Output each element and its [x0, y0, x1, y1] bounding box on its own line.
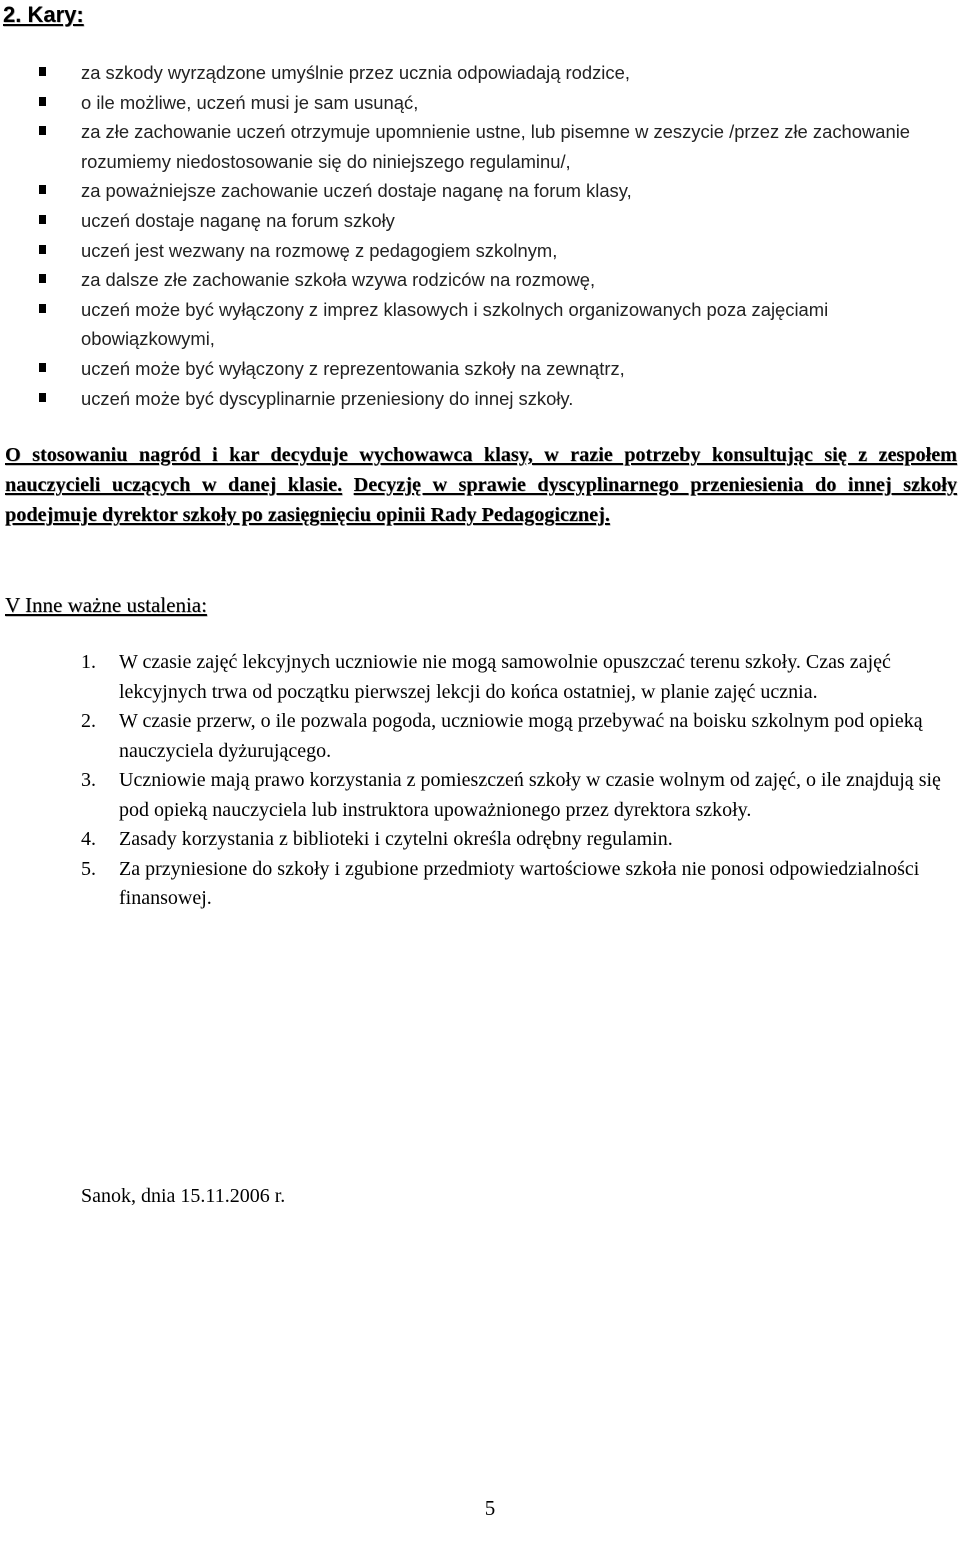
item-number: 3.: [81, 769, 96, 791]
bullet-square-icon: [39, 393, 46, 402]
item-text: Uczniowie mają prawo korzystania z pomieszczeń szkoły w czasie wolnym od zajęć, o ile znajdują się pod opieką nauczyciela lub instruktora upoważnionego przez dyrektora szkoły.: [119, 769, 941, 821]
item-text: Za przyniesione do szkoły i zgubione przedmioty wartościowe szkoła nie ponosi odpowiedzialności finansowej.: [119, 857, 920, 909]
list-item: uczeń dostaje naganę na forum szkoły: [0, 206, 960, 236]
list-item: [0, 766, 960, 825]
section-heading-other-rules: V Inne ważne ustalenia:: [5, 593, 207, 617]
bullet-square-icon: [39, 67, 46, 76]
bullet-square-icon: [39, 97, 46, 106]
item-number: 1.: [81, 651, 96, 673]
bullet-square-icon: [39, 185, 46, 194]
list-item: [0, 855, 960, 914]
note-transfer-text: Decyzję w sprawie dyscyplinarnego przeniesienia do innej szkoły podejmuje dyrektor szkoły po zasięgnięciu opinii Rady Pedagogicznej.: [5, 474, 957, 527]
list-item: za szkody wyrządzone umyślnie przez ucznia odpowiadają rodzice,: [0, 58, 960, 88]
rewards-penalties-note: [5, 440, 957, 531]
list-item: uczeń może być wyłączony z reprezentowania szkoły na zewnątrz,: [0, 354, 960, 384]
penalties-list: [0, 58, 960, 413]
note-decision-text: O stosowaniu nagród i kar decyduje wychowawca klasy, w razie potrzeby konsultując się z zespołem nauczycieli uczących w danej klasie.: [5, 444, 957, 497]
item-number: 5.: [81, 857, 96, 880]
list-item: [0, 707, 960, 766]
bullet-square-icon: [39, 363, 46, 372]
item-text: W czasie zajęć lekcyjnych uczniowie nie mogą samowolnie opuszczać terenu szkoły. Czas zajęć lekcyjnych trwa od początku pierwszej lekcji do końca ostatniej, w planie zajęć ucznia.: [119, 651, 891, 703]
other-rules-list: [0, 648, 960, 914]
list-item: za dalsze złe zachowanie szkoła wzywa rodziców na rozmowę,: [0, 265, 960, 295]
list-item: uczeń może być dyscyplinarnie przeniesiony do innej szkoły.: [0, 384, 960, 414]
place-date-signoff: Sanok, dnia 15.11.2006 r.: [81, 1185, 286, 1207]
item-number: 4.: [81, 828, 96, 850]
list-item: za poważniejsze zachowanie uczeń dostaje naganę na forum klasy,: [0, 176, 960, 206]
list-item: uczeń może być wyłączony z imprez klasowych i szkolnych organizowanych poza zajęciami obowiązkowymi,: [0, 295, 960, 354]
list-item: uczeń jest wezwany na rozmowę z pedagogiem szkolnym,: [0, 236, 960, 266]
list-item: [0, 825, 960, 855]
list-item: [0, 648, 960, 707]
section-heading-penalties: 2. Kary:: [3, 2, 84, 27]
bullet-square-icon: [39, 245, 46, 254]
page-number: 5: [484, 1496, 496, 1520]
bullet-square-icon: [39, 304, 46, 313]
list-item: o ile możliwe, uczeń musi je sam usunąć,: [0, 88, 960, 118]
item-text: W czasie przerw, o ile pozwala pogoda, uczniowie mogą przebywać na boisku szkolnym pod opieką nauczyciela dyżurującego.: [119, 710, 923, 762]
item-number: 2.: [81, 710, 96, 732]
list-item: za złe zachowanie uczeń otrzymuje upomnienie ustne, lub pisemne w zeszycie /przez złe zachowanie rozumiemy niedostosowanie się do niniejszego regulaminu/,: [0, 117, 960, 176]
bullet-square-icon: [39, 126, 46, 135]
bullet-square-icon: [39, 215, 46, 224]
bullet-square-icon: [39, 274, 46, 283]
item-text: Zasady korzystania z biblioteki i czytelni określa odrębny regulamin.: [119, 828, 673, 850]
